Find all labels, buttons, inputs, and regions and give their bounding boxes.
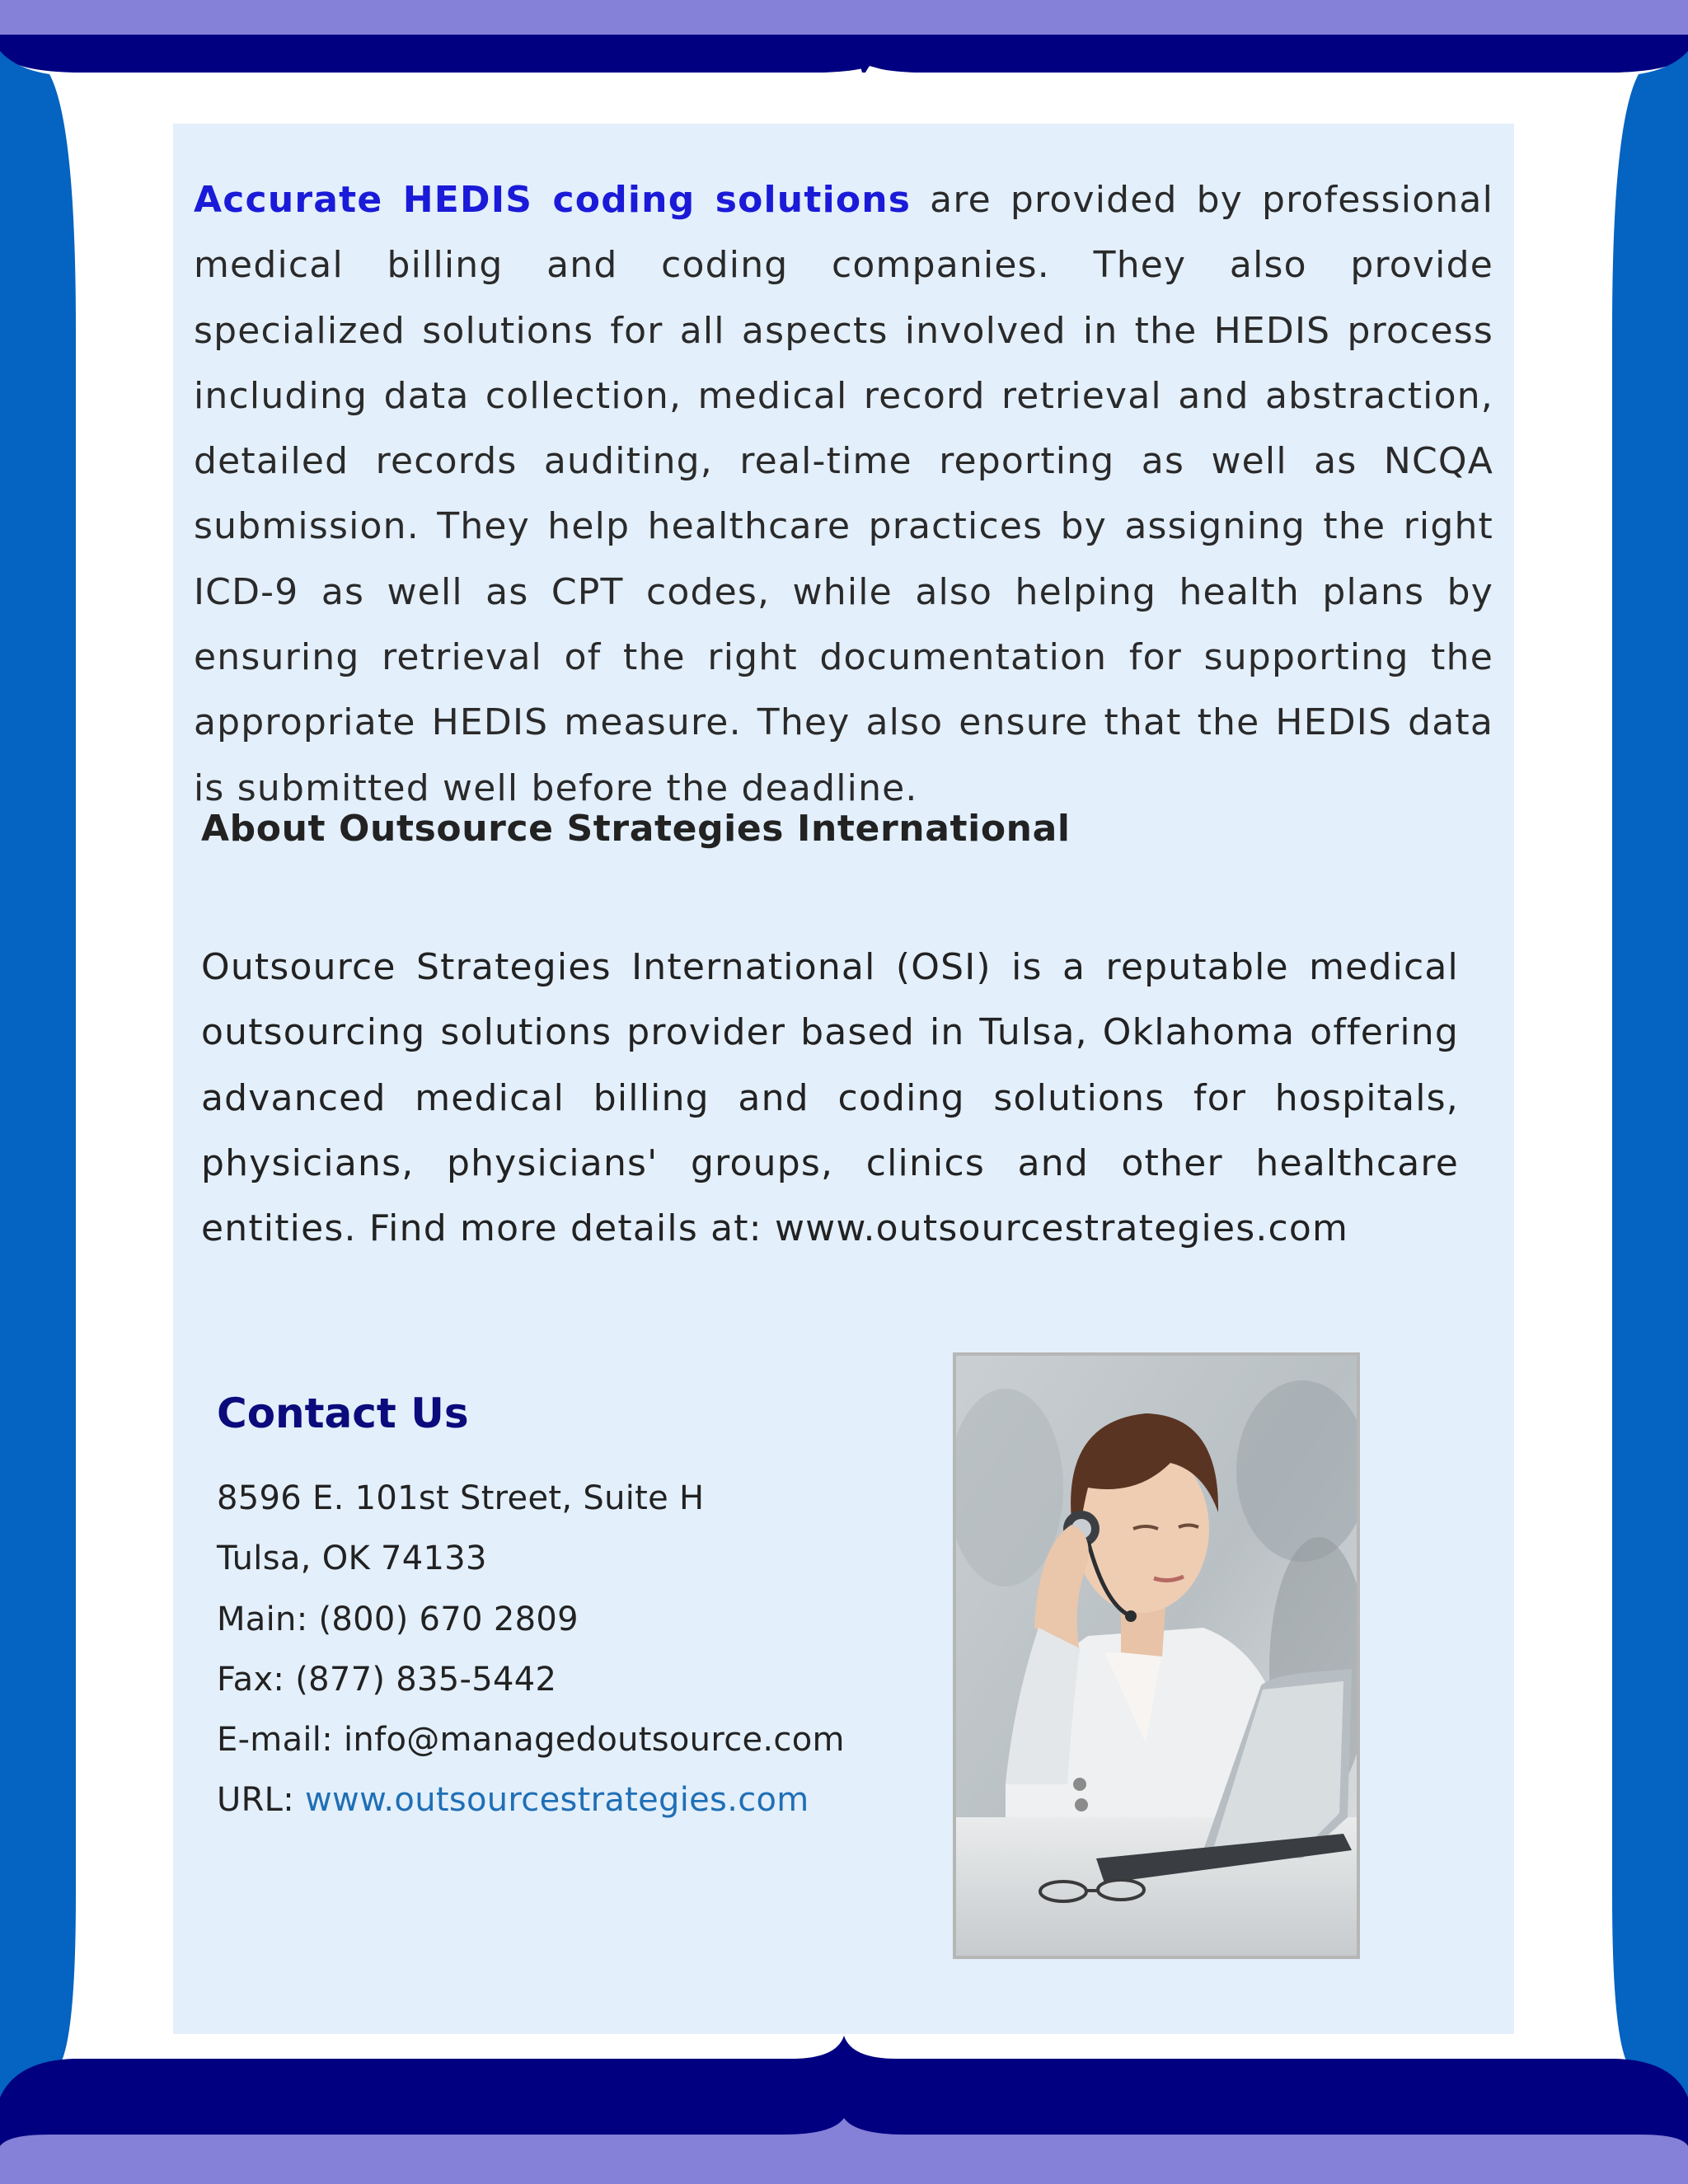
contact-address-line2: Tulsa, OK 74133 bbox=[217, 1540, 487, 1578]
intro-lead-link[interactable]: Accurate HEDIS coding solutions bbox=[194, 179, 912, 221]
contact-address-line1: 8596 E. 101st Street, Suite H bbox=[217, 1479, 705, 1517]
contact-url-label: URL: bbox=[217, 1781, 306, 1820]
contact-url-row bbox=[217, 1770, 845, 1830]
intro-paragraph bbox=[194, 167, 1493, 821]
support-agent-illustration bbox=[956, 1356, 1357, 1956]
contact-details bbox=[217, 1469, 845, 1831]
support-agent-photo bbox=[953, 1352, 1360, 1959]
about-heading: About Outsource Strategies International bbox=[201, 808, 1071, 850]
contact-heading: Contact Us bbox=[217, 1390, 469, 1437]
contact-fax: Fax: (877) 835-5442 bbox=[217, 1660, 557, 1699]
intro-body: are provided by professional medical billing and coding companies. They also provide specialized solutions for all aspects involved in the HEDIS process including data collection, medical record retrieval and abstraction, detailed records auditing, real-time reporting as well as NCQA submission. They help healthcare practices by assigning the right ICD-9 as well as CPT codes, while also helping health plans by ensuring retrieval of the right documentation for supporting the appropriate HEDIS measure. They also ensure that the HEDIS data is submitted well before the deadline. bbox=[194, 179, 1493, 809]
contact-url-link[interactable]: www.outsourcestrategies.com bbox=[305, 1781, 809, 1820]
about-paragraph: Outsource Strategies International (OSI) is a reputable medical outsourcing solutions provider based in Tulsa, Oklahoma offering advanced medical billing and coding solutions for hospitals, physicians, physicians' groups, clinics and other healthcare entities. Find more details at: www.outsourcestrategies.com bbox=[201, 946, 1459, 1250]
contact-email: E-mail: info@managedoutsource.com bbox=[217, 1721, 845, 1760]
contact-main-phone: Main: (800) 670 2809 bbox=[217, 1600, 579, 1638]
